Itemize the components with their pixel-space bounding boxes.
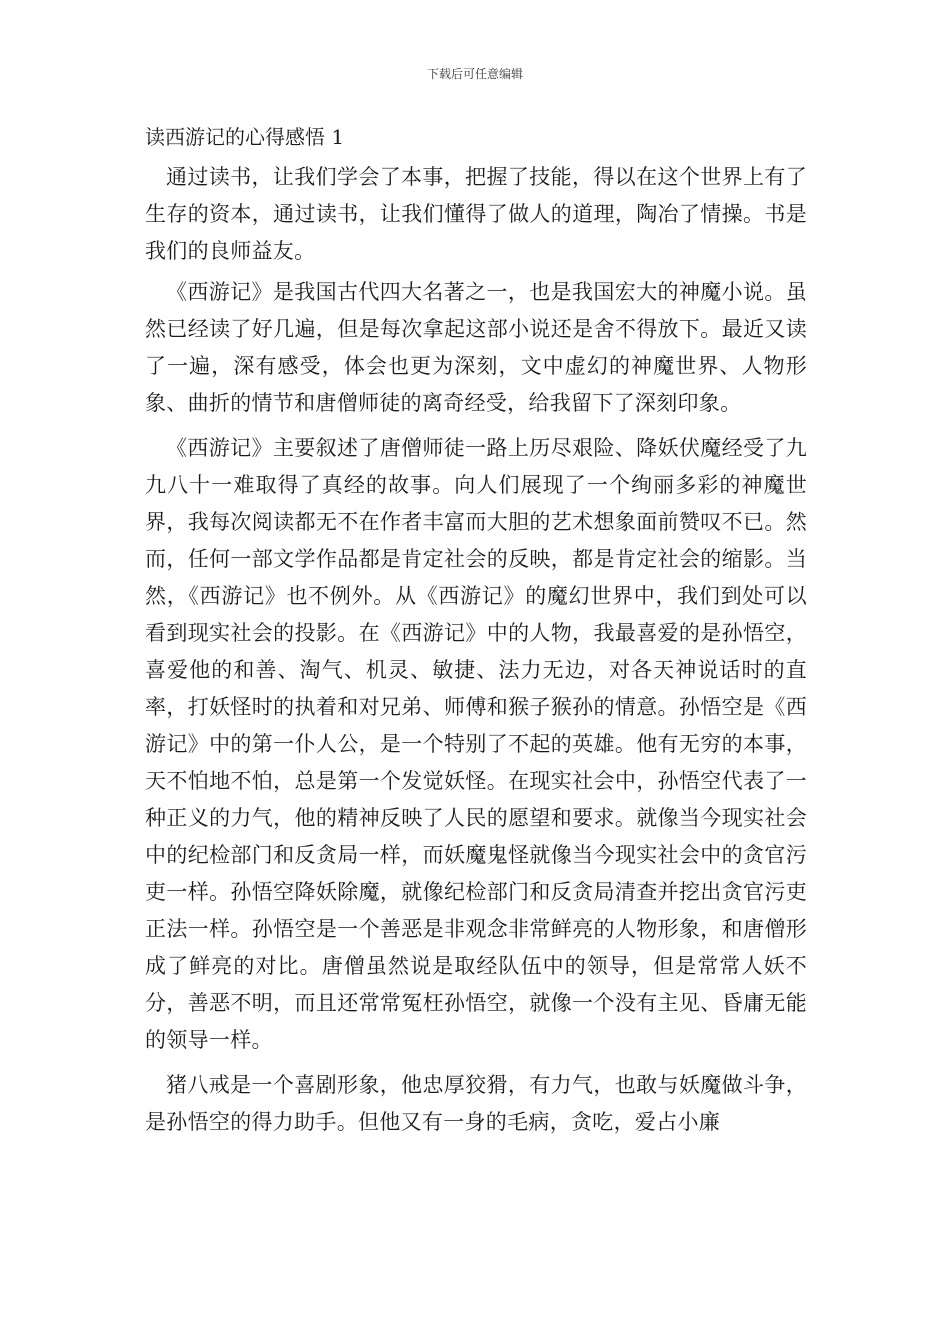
paragraph-3: 《西游记》主要叙述了唐僧师徒一路上历尽艰险、降妖伏魔经受了九九八十一难取得了真经的故事。向人们展现了一个绚丽多彩的神魔世界，我每次阅读都无不在作者丰富而大胆的艺术想象面前赞叹不已。然而，任何一部文学作品都是肯定社会的反映，都是肯定社会的缩影。当然，《西游记》也不例外。从《西游记》的魔幻世界中，我们到处可以看到现实社会的投影。在《西游记》中的人物，我最喜爱的是孙悟空，喜爱他的和善、淘气、机灵、敏捷、法力无边，对各天神说话时的直率，打妖怪时的执着和对兄弟、师傅和猴子猴孙的情意。孙悟空是《西游记》中的第一仆人公，是一个特别了不起的英雄。他有无穷的本事，天不怕地不怕，总是第一个发觉妖怪。在现实社会中，孙悟空代表了一种正义的力气，他的精神反映了人民的愿望和要求。就像当今现实社会中的纪检部门和反贪局一样，而妖魔鬼怪就像当今现实社会中的贪官污吏一样。孙悟空降妖除魔，就像纪检部门和反贪局清查并挖出贪官污吏正法一样。孙悟空是一个善恶是非观念非常鲜亮的人物形象，和唐僧形成了鲜亮的对比。唐僧虽然说是取经队伍中的领导，但是常常人妖不分，善恶不明，而且还常常冤枉孙悟空，就像一个没有主见、昏庸无能的领导一样。 [145,436,807,1052]
paragraph-4: 猪八戒是一个喜剧形象，他忠厚狡猾，有力气，也敢与妖魔做斗争，是孙悟空的得力助手。但他又有一身的毛病，贪吃，爱占小廉 [145,1073,807,1134]
document-body [145,122,807,1141]
paragraph-2: 《西游记》是我国古代四大名著之一，也是我国宏大的神魔小说。虽然已经读了好几遍，但是每次拿起这部小说还是舍不得放下。最近又读了一遍，深有感受，体会也更为深刻，文中虚幻的神魔世界、人物形象、曲折的情节和唐僧师徒的离奇经受，给我留下了深刻印象。 [145,280,807,415]
paragraph-1: 通过读书，让我们学会了本事，把握了技能，得以在这个世界上有了生存的资本，通过读书，让我们懂得了做人的道理，陶冶了情操。书是我们的良师益友。 [145,165,807,263]
page-header: 下载后可任意编辑 [426,67,523,81]
document-title: 读西游记的心得感悟 1 [145,125,345,149]
